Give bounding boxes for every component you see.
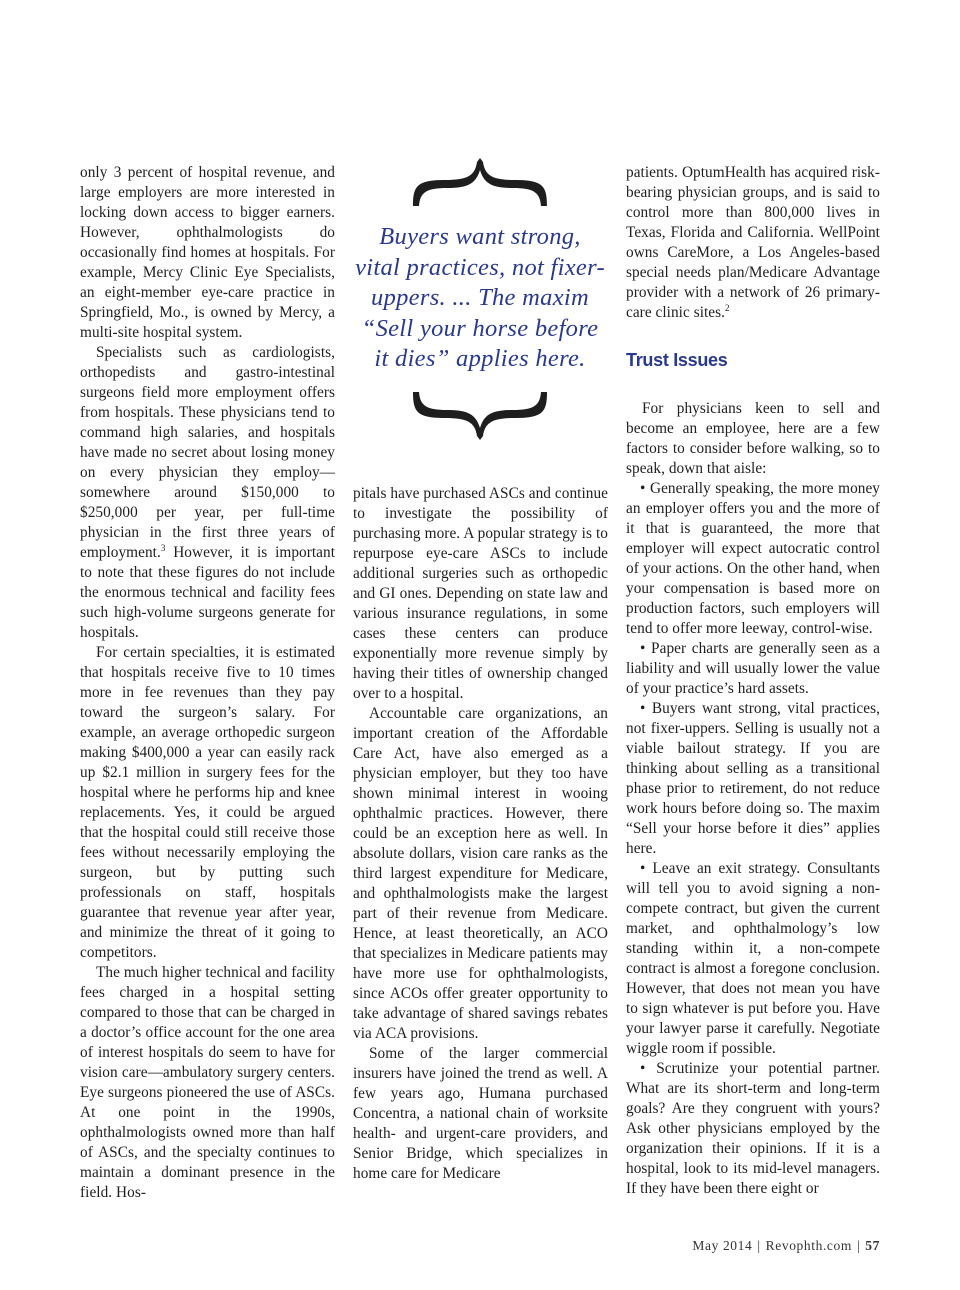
page-footer — [692, 1238, 880, 1254]
bullet-icon: • — [640, 700, 646, 717]
paragraph: pitals have purchased ASCs and continue to investigate the possibility of purchasing more. A popular strategy is to repurpose eye-care ASCs to include additional surgeries such as orthopedic and GI ones. Depending on state law and various insurance regulations, in some cases these centers can produce exponentially more revenue simply by having their titles of ownership changed over to a hospital. — [353, 485, 608, 702]
footer-separator: | — [757, 1238, 761, 1253]
article-column-1 — [80, 163, 335, 1203]
bullet-item: • Generally speaking, the more money an employer offers you and the more of it that is guaranteed, the more that employer will expect autocratic control of your actions. On the other hand, when your compensation is based more on production factors, such employers will tend to offer more leeway, control-wise. — [626, 480, 881, 637]
bullet-item: • Buyers want strong, vital practices, not fixer-uppers. Selling is usually not a viable bailout strategy. If you are thinking about selling as a transitional phase prior to retirement, do not reduce work hours before doing so. The maxim “Sell your horse before it dies” applies here. — [626, 700, 880, 857]
footnote-marker: 2 — [725, 302, 730, 313]
bullet-item: • Paper charts are generally seen as a liability and will usually lower the value of your practice’s hard assets. — [626, 640, 880, 697]
pull-quote — [355, 150, 605, 450]
bullet-icon: • — [640, 860, 646, 877]
issue-date: May 2014 — [692, 1238, 753, 1253]
website: Revophth.com — [765, 1238, 852, 1253]
bullet-icon: • — [640, 640, 646, 657]
paragraph: Accountable care organizations, an important creation of the Affordable Care Act, have also emerged as a physician employer, but they too have shown minimal interest in wooing ophthalmic practices. However, there could be an exception here as well. In absolute dollars, vision care ranks as the third largest expenditure for Medicare, and ophthalmologists make the largest part of their revenue from Medicare. Hence, at least theoretically, an ACO that specializes in Medicare patients may have more use for ophthalmologists, since ACOs offer greater opportunity to take advantage of shared savings rebates via ACA provisions. — [353, 705, 608, 1042]
bullet-icon: • — [640, 480, 646, 497]
paragraph: patients. OptumHealth has acquired risk-bearing physician groups, and is said to control more than 800,000 lives in Texas, Florida and California. WellPoint owns CareMore, a Los Angeles-based special needs plan/Medicare Advantage provider with a network of 26 primary-care clinic sites.$^2$ — [626, 164, 880, 321]
article-column-2 — [353, 484, 608, 1184]
paragraph: Specialists such as cardiologists, orthopedists and gastro-intestinal surgeons field more employment offers from hospitals. These physicians tend to command high salaries, and hospitals have made no secret about losing money on every physician they employ—somewhere around $150,000 to $250,000 per year, per full-time physician in the first three years of employment.$^3$ However, it is important to note that these figures do not include the enormous technical and facility fees such high-volume surgeons generate for hospitals. — [80, 344, 335, 641]
top-brace-icon — [405, 158, 555, 208]
section-heading: Trust Issues — [626, 350, 728, 370]
footnote-marker: 3 — [160, 542, 166, 553]
paragraph: For certain specialties, it is estimated that hospitals receive five to 10 times more in fee revenues than they pay toward the surgeon’s salary. For example, an average orthopedic surgeon making $400,000 a year can easily rack up $2.1 million in surgery fees for the hospital where he performs hip and knee replacements. Yes, it could be argued that the hospital could still receive those fees without necessarily employing the surgeon, but by putting such professionals on staff, hospitals guarantee that revenue year after year, and minimize the threat of it going to competitors. — [80, 644, 335, 961]
paragraph: Some of the larger commercial insurers have joined the trend as well. A few years ago, Humana purchased Concentra, a national chain of worksite health- and urgent-care providers, and Senior Bridge, which specializes in home care for Medicare — [353, 1045, 608, 1182]
bullet-item: • Leave an exit strategy. Consultants will tell you to avoid signing a non-compete contract, but given the current market, and ophthalmology’s low standing within it, a non-compete contract is almost a foregone conclusion. However, that does not mean you have to sign whatever is put before you. Have your lawyer parse it carefully. Negotiate wiggle room if possible. — [626, 860, 881, 1057]
bullet-icon: • — [640, 1060, 646, 1077]
paragraph: For physicians keen to sell and become an employee, here are a few factors to consider before walking, so to speak, down that aisle: — [626, 400, 880, 477]
bottom-brace-icon — [405, 390, 555, 440]
pull-quote-text: Buyers want strong, vital practices, not fixer-uppers. ... The maxim “Sell your horse before it dies” applies here. — [355, 223, 605, 372]
paragraph: The much higher technical and facility fees charged in a hospital setting compared to those that can be charged in a doctor’s office account for the one area of interest hospitals do seem to have for vision care—ambulatory surgery centers. Eye surgeons pioneered the use of ASCs. At one point in the 1990s, ophthalmologists owned more than half of ASCs, and the specialty continues to maintain a dominant presence in the field. Hos- — [80, 964, 335, 1201]
page-number: 57 — [865, 1238, 880, 1253]
bullet-item: • Scrutinize your potential partner. What are its short-term and long-term goals? Are they congruent with yours? Ask other physicians employed by the organization their opinions. If it is a hospital, look to its mid-level managers. If they have been there eight or — [626, 1060, 881, 1197]
footer-separator: | — [856, 1238, 861, 1253]
paragraph: only 3 percent of hospital revenue, and large employers are more interested in locking down access to bigger earners. However, ophthalmologists do occasionally find homes at hospitals. For example, Mercy Clinic Eye Specialists, an eight-member eye-care practice in Springfield, Mo., is owned by Mercy, a multi-site hospital system. — [80, 164, 335, 341]
article-column-3 — [626, 163, 880, 1199]
